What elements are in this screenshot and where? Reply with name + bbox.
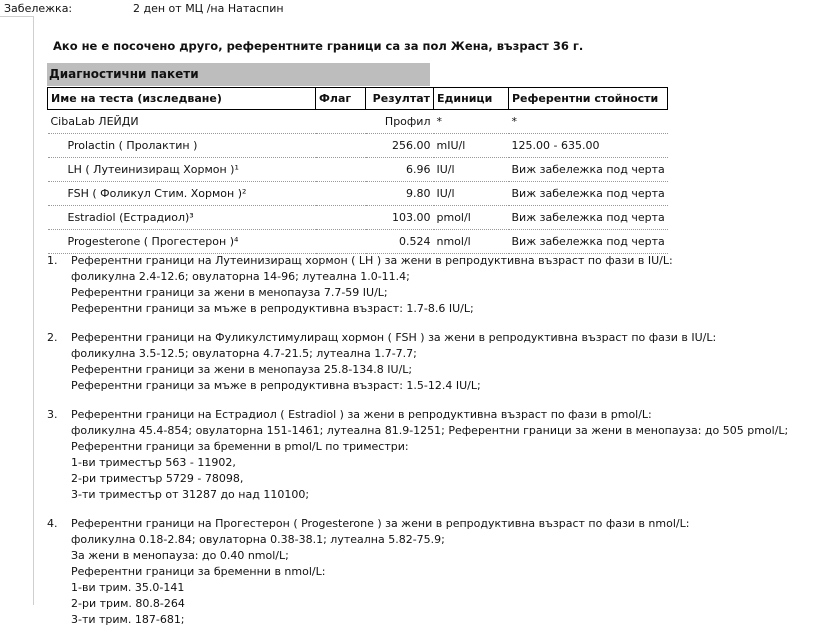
footnote-number: 1. xyxy=(47,254,58,267)
table-header-row xyxy=(48,88,668,110)
footnote-line: 2-ри триместър 5729 - 78098, xyxy=(71,472,244,485)
test-units: IU/l xyxy=(434,158,509,182)
profile-row xyxy=(48,110,668,134)
left-border-line xyxy=(33,16,34,605)
footnote-line: Референтни граници за мъже в репродуктивна възраст: 1.5-12.4 IU/L; xyxy=(71,379,481,392)
note-value: 2 ден от МЦ /на Натаспин xyxy=(133,2,284,15)
footnote-line: Референтни граници на Лутеинизиращ хормон ( LH ) за жени в репродуктивна възраст по фази в IU/L: xyxy=(71,254,673,267)
footnote-fsh xyxy=(47,330,788,394)
test-units: mIU/l xyxy=(434,134,509,158)
footnote-line: Референтни граници на Фуликулстимулиращ хормон ( FSH ) за жени в репродуктивна възраст по фази в IU/L: xyxy=(71,331,717,344)
footnote-line: Референтни граници за жени в менопауза 7.7-59 IU/L; xyxy=(71,286,388,299)
test-name: FSH ( Фоликул Стим. Хормон )² xyxy=(48,182,316,206)
reference-heading: Ако не е посочено друго, референтните граници са за пол Жена, възраст 36 г. xyxy=(53,39,584,53)
profile-result: Профил xyxy=(366,110,434,134)
footnote-line: 2-ри трим. 80.8-264 xyxy=(71,597,185,610)
header-units: Единици xyxy=(434,88,509,110)
test-units: pmol/l xyxy=(434,206,509,230)
test-name: Prolactin ( Пролактин ) xyxy=(48,134,316,158)
test-reference: Виж забележка под черта xyxy=(509,230,668,254)
test-units: IU/l xyxy=(434,182,509,206)
footnote-line: 1-ви триместър 563 - 11902, xyxy=(71,456,236,469)
test-name: LH ( Лутеинизиращ Хормон )¹ xyxy=(48,158,316,182)
profile-flag xyxy=(316,110,366,134)
footnote-line: Референтни граници за мъже в репродуктивна възраст: 1.7-8.6 IU/L; xyxy=(71,302,474,315)
test-result: 256.00 xyxy=(366,134,434,158)
footnotes-list xyxy=(47,253,788,641)
profile-reference: * xyxy=(509,110,668,134)
footnote-line: фоликулна 45.4-854; овулаторна 151-1461; лутеална 81.9-1251; Референтни граници за жени в менопауза: до 505 pmol/L; xyxy=(71,424,789,437)
test-result: 0.524 xyxy=(366,230,434,254)
results-table xyxy=(47,87,668,254)
test-flag xyxy=(316,230,366,254)
footnote-line: фоликулна 2.4-12.6; овулаторна 14-96; лутеална 1.0-11.4; xyxy=(71,270,410,283)
header-result: Резултат xyxy=(366,88,434,110)
test-reference: 125.00 - 635.00 xyxy=(509,134,668,158)
footnote-line: 3-ти трим. 187-681; xyxy=(71,613,185,626)
footnote-line: Референтни граници на Естрадиол ( Estradiol ) за жени в репродуктивна възраст по фази в pmol/L: xyxy=(71,408,652,421)
test-result: 103.00 xyxy=(366,206,434,230)
footnote-line: Референтни граници за бременни в nmol/L: xyxy=(71,565,326,578)
profile-units: * xyxy=(434,110,509,134)
table-row xyxy=(48,158,668,182)
test-flag xyxy=(316,158,366,182)
header-test-name: Име на теста (изследване) xyxy=(48,88,316,110)
footnote-number: 3. xyxy=(47,408,58,421)
top-border-line xyxy=(0,16,34,17)
test-flag xyxy=(316,182,366,206)
footnote-lh xyxy=(47,253,788,317)
footnote-line: фоликулна 0.18-2.84; овулаторна 0.38-38.1; лутеална 5.82-75.9; xyxy=(71,533,445,546)
footnote-number: 4. xyxy=(47,517,58,530)
footnote-line: За жени в менопауза: до 0.40 nmol/L; xyxy=(71,549,289,562)
test-flag xyxy=(316,134,366,158)
test-result: 6.96 xyxy=(366,158,434,182)
test-name: Estradiol (Естрадиол)³ xyxy=(48,206,316,230)
footnote-number: 2. xyxy=(47,331,58,344)
footnote-line: 3-ти триместър от 31287 до над 110100; xyxy=(71,488,310,501)
test-reference: Виж забележка под черта xyxy=(509,182,668,206)
footnote-estradiol xyxy=(47,407,788,503)
table-row xyxy=(48,182,668,206)
header-reference: Референтни стойности xyxy=(509,88,668,110)
test-result: 9.80 xyxy=(366,182,434,206)
footnote-line: Референтни граници за бременни в pmol/L по триместри: xyxy=(71,440,409,453)
note-label: Забележка: xyxy=(4,2,73,15)
footnote-line: Референтни граници за жени в менопауза 25.8-134.8 IU/L; xyxy=(71,363,413,376)
footnote-progesterone xyxy=(47,516,788,628)
footnote-line: 1-ви трим. 35.0-141 xyxy=(71,581,185,594)
table-row xyxy=(48,206,668,230)
package-title: Диагностични пакети xyxy=(49,67,199,81)
profile-name: CibaLab ЛЕЙДИ xyxy=(48,110,316,134)
test-name: Progesterone ( Прогестерон )⁴ xyxy=(48,230,316,254)
test-units: nmol/l xyxy=(434,230,509,254)
footnote-line: Референтни граници на Прогестерон ( Progesterone ) за жени в репродуктивна възраст по фази в nmol/L: xyxy=(71,517,690,530)
table-row xyxy=(48,134,668,158)
test-flag xyxy=(316,206,366,230)
test-reference: Виж забележка под черта xyxy=(509,206,668,230)
footnote-line: фоликулна 3.5-12.5; овулаторна 4.7-21.5; лутеална 1.7-7.7; xyxy=(71,347,417,360)
test-reference: Виж забележка под черта xyxy=(509,158,668,182)
header-flag: Флаг xyxy=(316,88,366,110)
table-row xyxy=(48,230,668,254)
